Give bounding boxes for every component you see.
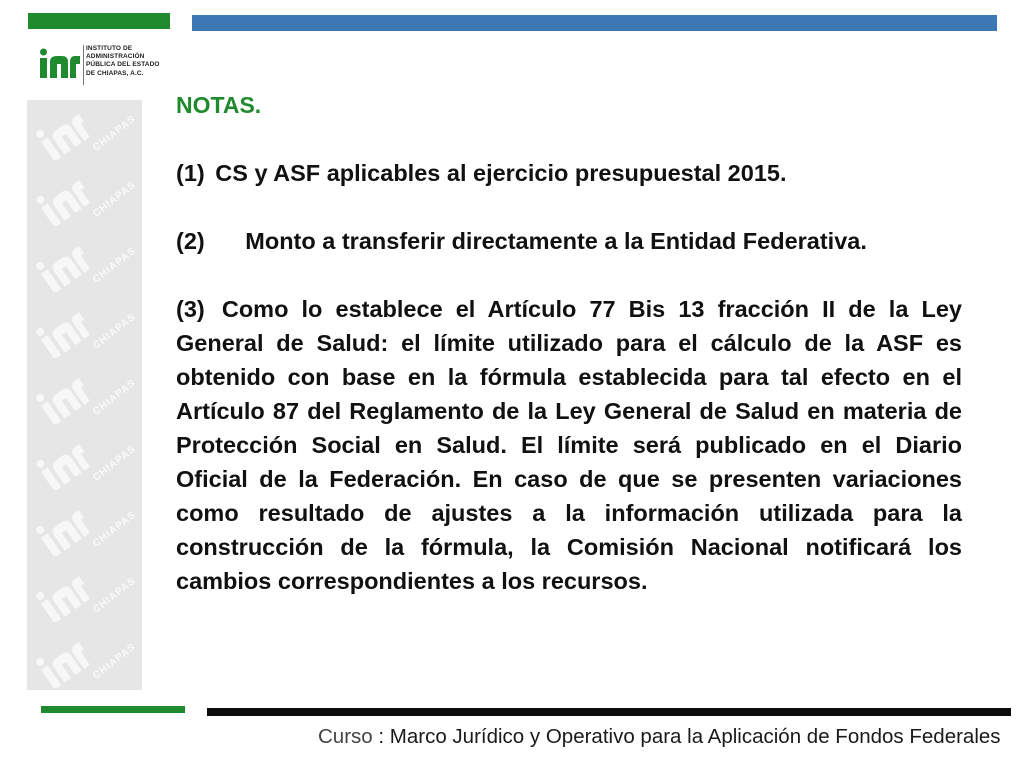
- watermark-logo-icon: [35, 506, 91, 556]
- watermark-label: CHIAPAS: [91, 245, 139, 286]
- watermark-label: CHIAPAS: [91, 641, 139, 682]
- watermark-row: [27, 298, 142, 368]
- watermark-strip: [27, 100, 142, 690]
- note-text: CS y ASF aplicables al ejercicio presupuestal 2015.: [215, 160, 787, 186]
- watermark-row: [27, 496, 142, 566]
- note-number: (1): [176, 160, 205, 186]
- watermark-label: CHIAPAS: [91, 509, 139, 550]
- logo-line: PÚBLICA DEL ESTADO: [86, 61, 160, 69]
- top-blue-bar: [192, 15, 997, 31]
- watermark-logo-icon: [35, 374, 91, 424]
- watermark-row: [27, 628, 142, 690]
- notes-heading: NOTAS.: [176, 92, 262, 118]
- institution-logo: [40, 41, 190, 89]
- watermark-label: CHIAPAS: [91, 311, 139, 352]
- note-text: Monto a transferir directamente a la Entidad Federativa.: [245, 228, 867, 254]
- watermark-row: [27, 232, 142, 302]
- top-green-bar: [28, 13, 170, 29]
- footer-prefix: Curso: [318, 725, 373, 748]
- logo-line: ADMINISTRACIÓN: [86, 53, 145, 61]
- note-number: (3): [176, 296, 205, 322]
- watermark-row: [27, 166, 142, 236]
- bottom-green-bar: [41, 706, 185, 713]
- watermark-logo-icon: [35, 308, 91, 358]
- watermark-row: [27, 364, 142, 434]
- course-footer: [318, 725, 1018, 749]
- note-number: (2): [176, 228, 205, 254]
- iap-logo-icon: [40, 46, 80, 82]
- logo-line: DE CHIAPAS, A.C.: [86, 69, 144, 77]
- bottom-black-bar: [207, 708, 1011, 716]
- logo-text: [86, 45, 160, 78]
- watermark-row: [27, 100, 142, 170]
- logo-divider: [83, 45, 84, 85]
- logo-line: INSTITUTO DE: [86, 45, 133, 52]
- watermark-logo-icon: [35, 572, 91, 622]
- watermark-row: [27, 562, 142, 632]
- watermark-logo-icon: [35, 440, 91, 490]
- watermark-label: CHIAPAS: [91, 443, 139, 484]
- notes-section: [176, 88, 962, 598]
- footer-course-title: Marco Jurídico y Operativo para la Aplicación de Fondos Federales: [389, 725, 1001, 748]
- watermark-logo-icon: [35, 110, 91, 160]
- note-text: Como lo establece el Artículo 77 Bis 13 fracción II de la Ley General de Salud: el límite utilizado para el cálculo de la ASF es obtenido con base en la fórmula establecida para tal efecto en el Artículo 87 del Reglamento de la Ley General de Salud en materia de Protección Social en Salud. El límite será publicado en el Diario Oficial de la Federación. En caso de que se presenten variaciones como resultado de ajustes a la información utilizada para la construcción de la fórmula, la Comisión Nacional notificará los cambios correspondientes a los recursos.: [176, 296, 962, 594]
- watermark-logo-icon: [35, 638, 91, 688]
- watermark-label: CHIAPAS: [91, 575, 139, 616]
- watermark-label: CHIAPAS: [91, 113, 139, 154]
- watermark-label: CHIAPAS: [91, 179, 139, 220]
- note-item-3: [176, 292, 962, 598]
- footer-separator: :: [372, 725, 390, 748]
- watermark-label: CHIAPAS: [91, 377, 139, 418]
- watermark-logo-icon: [35, 242, 91, 292]
- watermark-row: [27, 430, 142, 500]
- note-item-1: [176, 156, 962, 190]
- note-item-2: [176, 224, 962, 258]
- watermark-logo-icon: [35, 176, 91, 226]
